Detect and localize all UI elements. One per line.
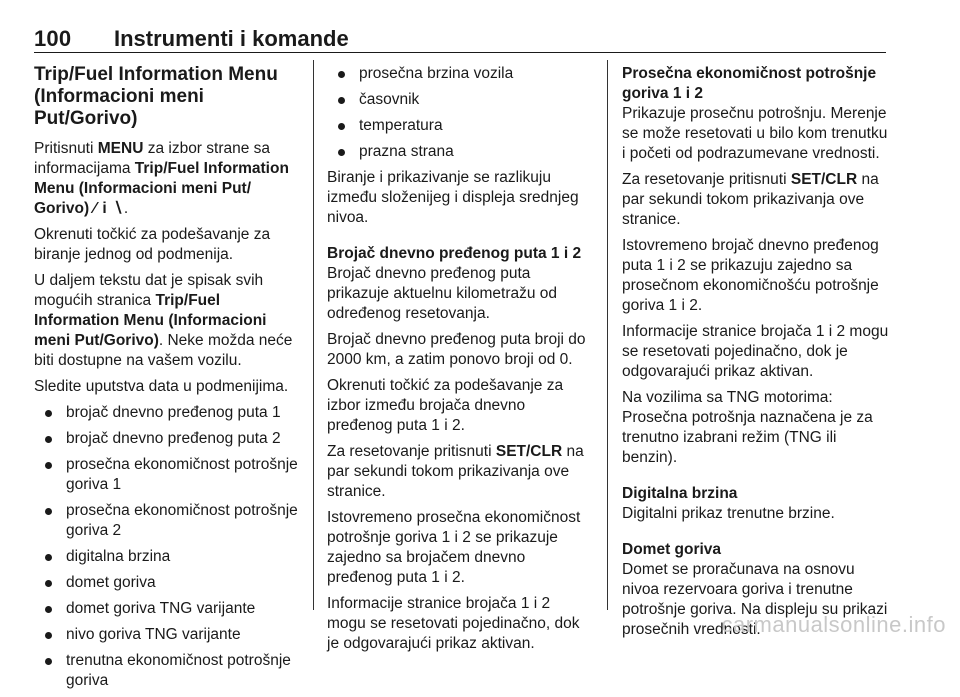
bullet-icon (45, 410, 52, 417)
paragraph: Sledite uputstva data u podmenijima. (34, 378, 289, 395)
list-item: prazna strana (327, 142, 593, 162)
submenu-list (34, 403, 300, 691)
paragraph: Digitalni prikaz trenutne brzine. (622, 505, 835, 522)
header-rule (34, 52, 886, 53)
page-header (34, 26, 886, 52)
column-1 (34, 64, 300, 697)
paragraph: Istovremeno brojač dnevno pređenog puta 1 i 2 se prikazuju zajedno sa prosečnom ekonomičnošću potrošnje goriva 1 i 2. (622, 237, 879, 314)
list-item: trenutna ekonomičnost potrošnje goriva (34, 651, 300, 691)
section-title: Trip/Fuel Information Menu (Informacioni meni Put/Gorivo) (34, 64, 278, 129)
paragraph: Pritisnuti MENU za izbor strane sa informacijama Trip/Fuel Information Menu (Informacioni meni Put/ Gorivo) ⁄ i ∖. (34, 140, 289, 217)
submenu-list-continued (327, 64, 593, 162)
bullet-icon (45, 632, 52, 639)
paragraph: Okrenuti točkić za podešavanje za biranje jednog od podmenija. (34, 226, 271, 263)
paragraph: Za resetovanje pritisnuti SET/CLR na par sekundi tokom prikazivanja ove stranice. (327, 443, 584, 500)
bullet-icon (338, 97, 345, 104)
column-3 (622, 64, 890, 646)
list-item: domet goriva (34, 573, 300, 593)
list-item: temperatura (327, 116, 593, 136)
paragraph: Brojač dnevno pređenog puta prikazuje aktuelnu kilometražu od određenog resetovanja. (327, 265, 558, 322)
list-item: prosečna ekonomičnost potrošnje goriva 1 (34, 455, 300, 495)
subheading: Domet goriva (622, 541, 722, 558)
bullet-icon (338, 71, 345, 78)
paragraph: Domet se proračunava na osnovu nivoa rezervoara goriva i trenutne potrošnje goriva. Na displeju su prikazi prosečnih vrednosti. (622, 561, 888, 638)
subheading: Prosečna ekonomičnost potrošnje goriva 1 i 2 (622, 65, 877, 102)
paragraph: Okrenuti točkić za podešavanje za izbor između brojača dnevno pređenog puta 1 i 2. (327, 377, 564, 434)
paragraph: Brojač dnevno pređenog puta broji do 2000 km, a zatim ponovo broji od 0. (327, 331, 586, 368)
paragraph: Informacije stranice brojača 1 i 2 mogu se resetovati pojedinačno, dok je odgovarajući prikaz aktivan. (327, 595, 580, 652)
list-item: domet goriva TNG varijante (34, 599, 300, 619)
column-divider-2 (607, 60, 608, 610)
list-item: brojač dnevno pređenog puta 2 (34, 429, 300, 449)
bullet-icon (45, 508, 52, 515)
list-item: časovnik (327, 90, 593, 110)
paragraph: Istovremeno prosečna ekonomičnost potrošnje goriva 1 i 2 se prikazuje zajedno sa brojačem dnevno pređenog puta 1 i 2. (327, 509, 581, 586)
paragraph: Informacije stranice brojača 1 i 2 mogu se resetovati pojedinačno, dok je odgovarajući prikaz aktivan. (622, 323, 889, 380)
list-item: prosečna brzina vozila (327, 64, 593, 84)
bullet-icon (45, 436, 52, 443)
info-icon: ⁄ i ∖ (93, 200, 124, 217)
paragraph: U daljem tekstu dat je spisak svih mogućih stranica Trip/Fuel Information Menu (Informacioni meni Put/Gorivo). Neke možda neće biti dostupne na vašem vozilu. (34, 272, 293, 369)
paragraph: Na vozilima sa TNG motorima: Prosečna potrošnja naznačena je za trenutno izabrani režim (TNG ili benzin). (622, 389, 873, 466)
column-divider-1 (313, 60, 314, 610)
bullet-icon (45, 554, 52, 561)
bullet-icon (45, 462, 52, 469)
paragraph: Za resetovanje pritisnuti SET/CLR na par sekundi tokom prikazivanja ove stranice. (622, 171, 879, 228)
list-item: nivo goriva TNG varijante (34, 625, 300, 645)
bullet-icon (45, 658, 52, 665)
subheading: Digitalna brzina (622, 485, 738, 502)
list-item: digitalna brzina (34, 547, 300, 567)
paragraph: Prikazuje prosečnu potrošnju. Merenje se može resetovati u bilo kom trenutku i početi od podrazumevane vrednosti. (622, 105, 888, 162)
column-2 (327, 64, 593, 660)
list-item: prosečna ekonomičnost potrošnje goriva 2 (34, 501, 300, 541)
bullet-icon (45, 606, 52, 613)
subheading: Brojač dnevno pređenog puta 1 i 2 (327, 245, 582, 262)
paragraph: Biranje i prikazivanje se razlikuju između složenijeg i displeja srednjeg nivoa. (327, 169, 579, 226)
bullet-icon (45, 580, 52, 587)
page-number: 100 (34, 26, 72, 51)
list-item: brojač dnevno pređenog puta 1 (34, 403, 300, 423)
bullet-icon (338, 123, 345, 130)
chapter-title: Instrumenti i komande (114, 26, 349, 51)
bullet-icon (338, 149, 345, 156)
watermark: carmanualsonline.info (721, 612, 946, 637)
